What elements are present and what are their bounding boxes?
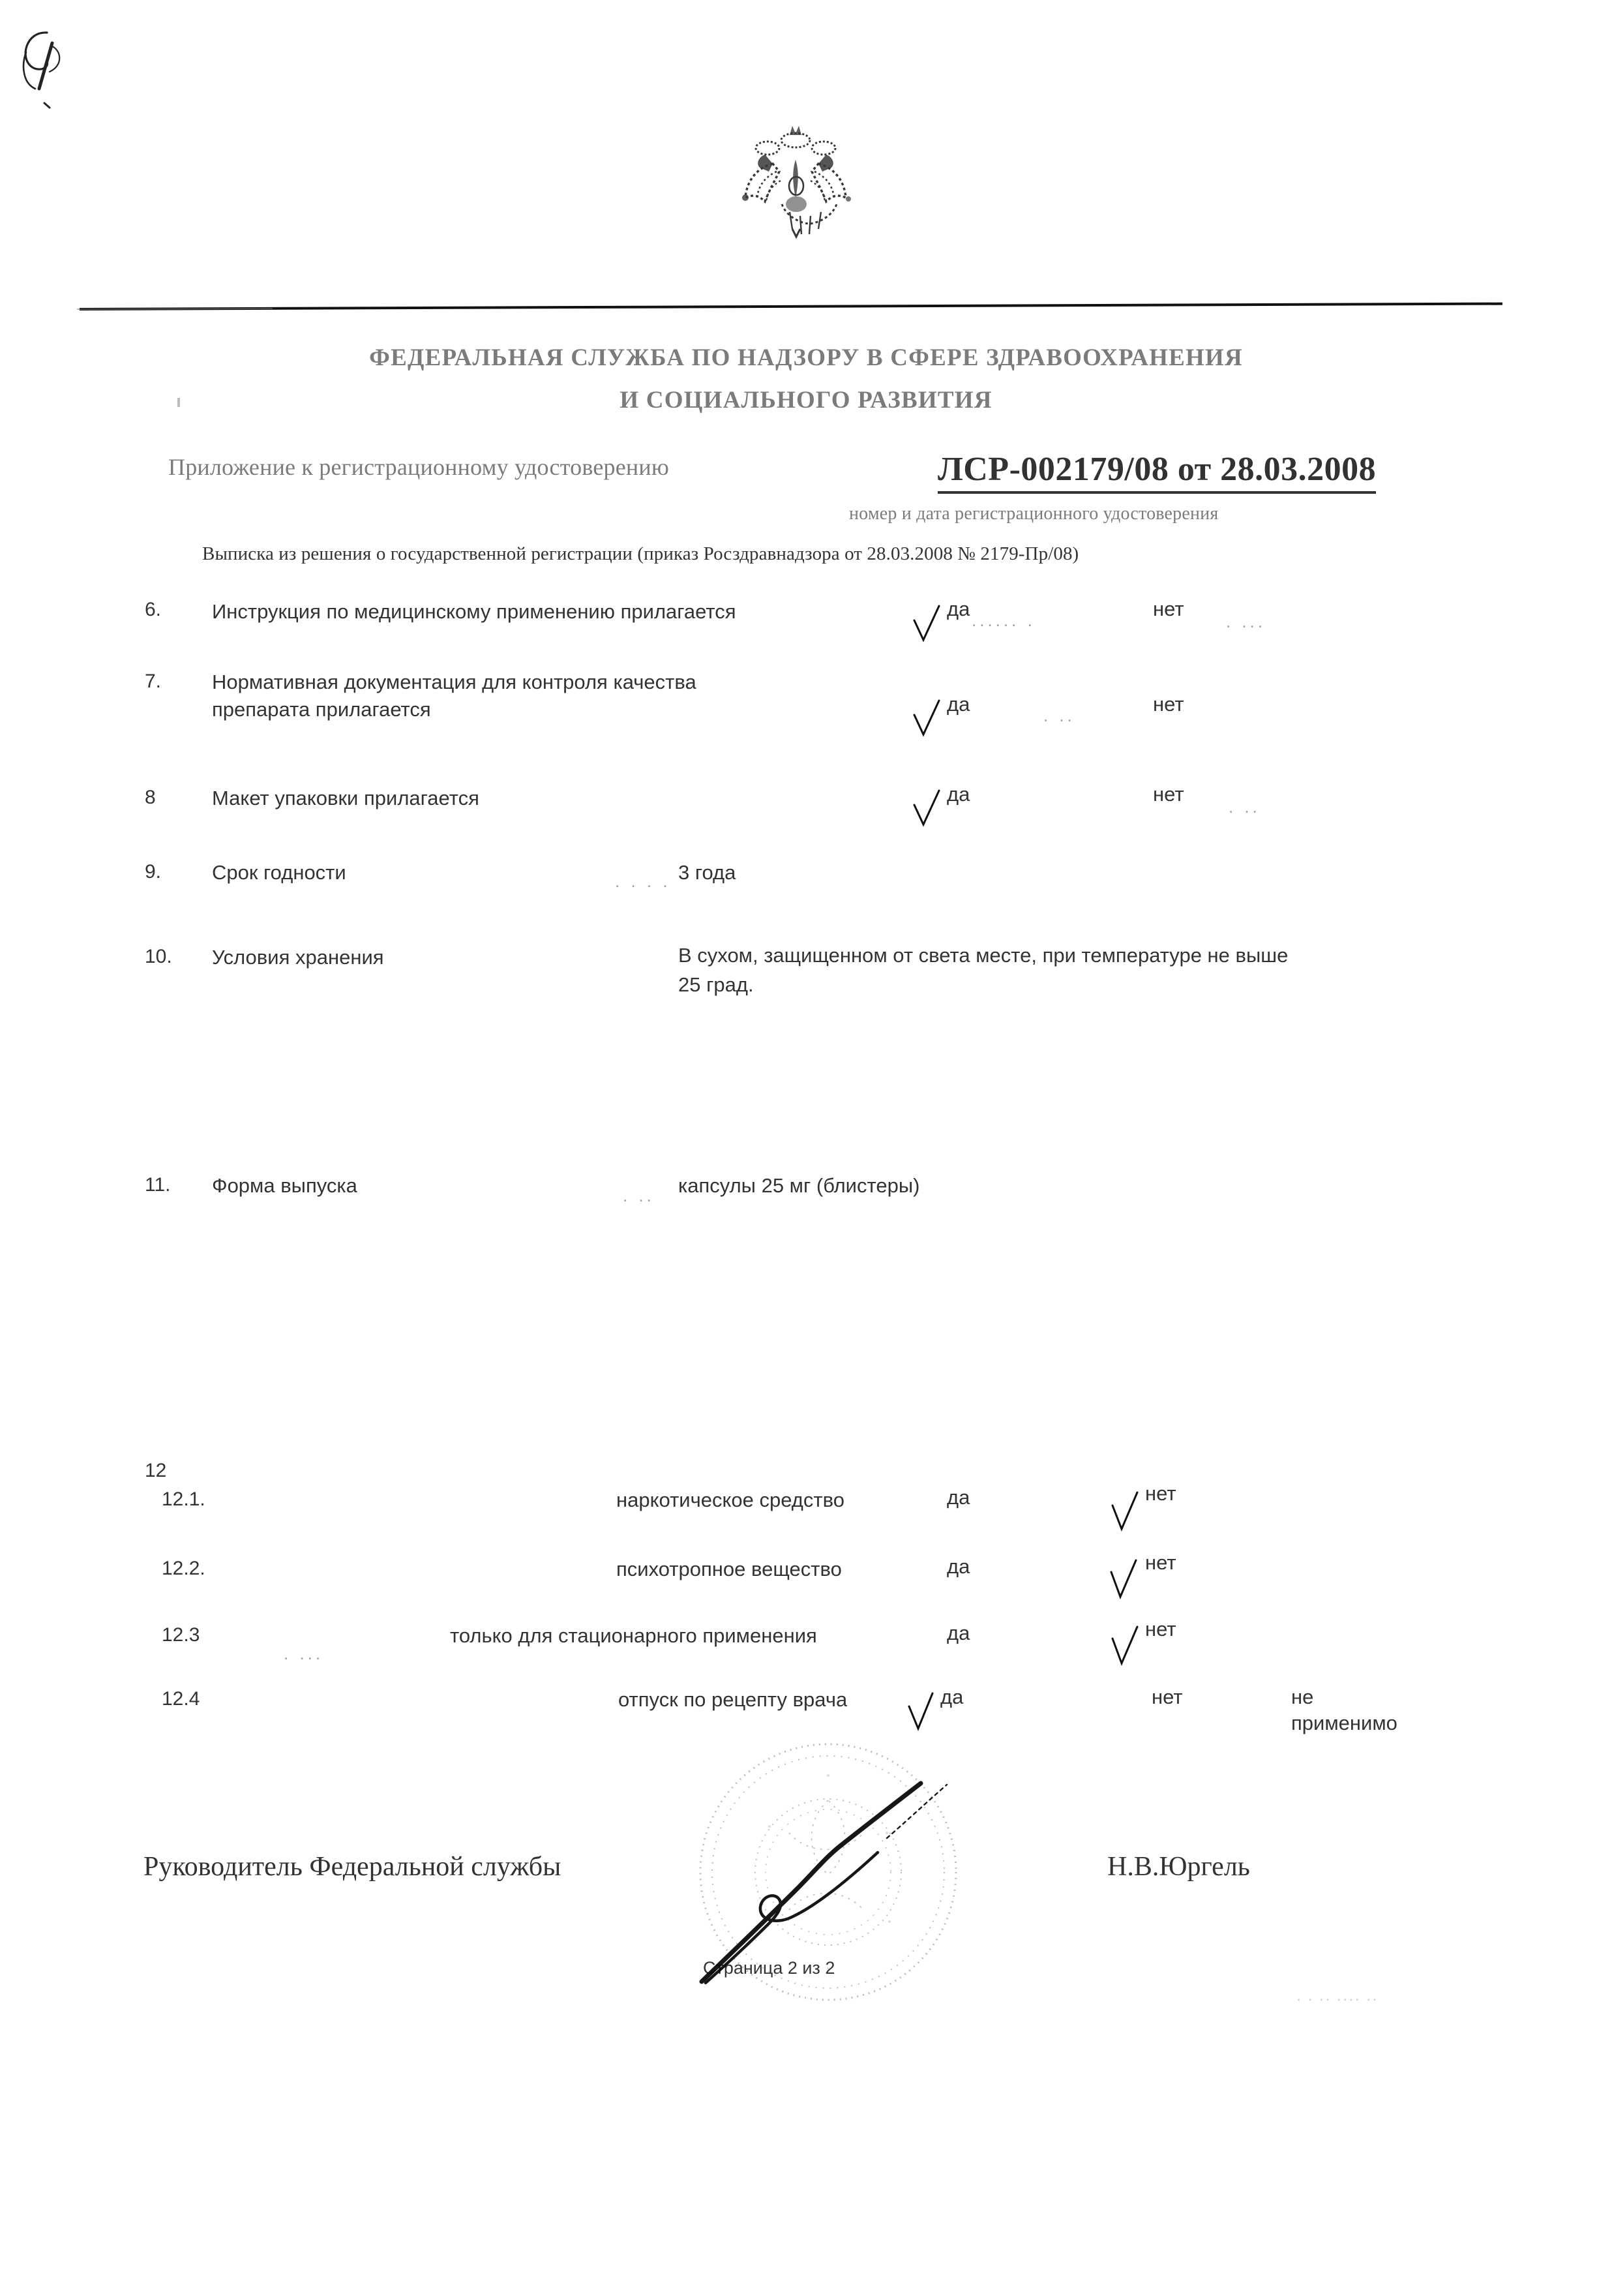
item-12-2-option-yes[interactable]: да xyxy=(947,1555,970,1578)
item-12-3-label: только для стационарного применения xyxy=(450,1624,817,1647)
item-6-option-no[interactable]: нет xyxy=(1153,597,1184,620)
item-9-leader-dots: . . . . xyxy=(615,871,671,891)
header-divider-rule xyxy=(80,303,1502,310)
item-12-1-no-checkmark[interactable] xyxy=(1110,1491,1140,1532)
item-12-4-yes-checkmark[interactable] xyxy=(905,1691,935,1731)
section-12-number: 12 xyxy=(145,1460,167,1481)
item-12-3-option-no[interactable]: нет xyxy=(1145,1618,1176,1640)
item-12-4-option-na-line-1[interactable]: не xyxy=(1291,1685,1314,1708)
item-12-1-number: 12.1. xyxy=(162,1488,205,1510)
item-6-leader-dots: ...... . xyxy=(972,611,1036,630)
bottom-right-smudge: · · ·· ···· ·· xyxy=(1296,1991,1379,2007)
item-12-4-option-yes[interactable]: да xyxy=(940,1685,964,1708)
item-12-2-no-checkmark[interactable] xyxy=(1109,1559,1139,1599)
item-12-3-number: 12.3 xyxy=(162,1624,200,1646)
item-6-option-yes[interactable]: да xyxy=(947,597,970,620)
extract-decision-line: Выписка из решения о государственной регистрации (приказ Росздравнадзора от 28.03.2008 № 2179-Пр/08) xyxy=(202,543,1079,564)
registration-number-caption: номер и дата регистрационного удостоверения xyxy=(849,504,1219,524)
item-12-4-option-na-line-2[interactable]: применимо xyxy=(1291,1712,1397,1734)
margin-fleck xyxy=(177,398,180,407)
item-7-option-yes[interactable]: да xyxy=(947,693,970,716)
item-6-label: Инструкция по медицинскому применению прилагается xyxy=(212,600,736,623)
page-footer: Страница 2 из 2 xyxy=(703,1958,835,1978)
item-7-yes-checkmark[interactable] xyxy=(912,698,942,738)
signature-title: Руководитель Федеральной службы xyxy=(143,1852,561,1882)
registration-number: ЛСР-002179/08 от 28.03.2008 xyxy=(938,450,1376,494)
item-12-1-label: наркотическое средство xyxy=(616,1488,844,1511)
item-12-4-option-no[interactable]: нет xyxy=(1152,1685,1183,1708)
annex-label: Приложение к регистрационному удостоверению xyxy=(168,454,669,480)
item-7-number: 7. xyxy=(145,671,162,692)
item-8-leader-dots: . .. xyxy=(1229,797,1261,817)
item-8-yes-checkmark[interactable] xyxy=(912,788,942,828)
item-12-1-option-yes[interactable]: да xyxy=(947,1486,970,1509)
item-10-value-line-2: 25 град. xyxy=(678,973,754,996)
item-12-4-label: отпуск по рецепту врача xyxy=(618,1688,848,1711)
handwritten-corner-mark xyxy=(7,7,117,130)
item-8-option-no[interactable]: нет xyxy=(1153,783,1184,806)
item-12-1-option-no[interactable]: нет xyxy=(1145,1482,1176,1505)
item-11-leader-dots: . .. xyxy=(623,1186,655,1205)
organization-title-line-2: И СОЦИАЛЬНОГО РАЗВИТИЯ xyxy=(619,387,993,414)
item-7-label-line-1: Нормативная документация для контроля качества xyxy=(212,671,696,693)
item-7-leader-dots: . .. xyxy=(1043,706,1075,725)
item-11-label: Форма выпуска xyxy=(212,1174,357,1197)
russian-coat-of-arms-emblem xyxy=(694,121,897,245)
item-9-number: 9. xyxy=(145,861,162,883)
item-12-3-leader-dots: . ... xyxy=(284,1644,324,1663)
item-7-option-no[interactable]: нет xyxy=(1153,693,1184,716)
item-11-value: капсулы 25 мг (блистеры) xyxy=(678,1174,920,1197)
item-10-label: Условия хранения xyxy=(212,946,384,969)
item-12-3-option-yes[interactable]: да xyxy=(947,1622,970,1644)
item-6-yes-checkmark[interactable] xyxy=(912,603,942,644)
item-12-4-number: 12.4 xyxy=(162,1688,200,1710)
item-8-label: Макет упаковки прилагается xyxy=(212,787,479,809)
item-12-3-no-checkmark[interactable] xyxy=(1110,1625,1140,1666)
item-6-number: 6. xyxy=(145,599,162,620)
item-12-2-label: психотропное вещество xyxy=(616,1558,842,1580)
signatory-name: Н.В.Юргель xyxy=(1107,1852,1250,1882)
organization-title-line-1: ФЕДЕРАЛЬНАЯ СЛУЖБА ПО НАДЗОРУ В СФЕРЕ ЗДРАВООХРАНЕНИЯ xyxy=(369,344,1243,371)
item-12-2-option-no[interactable]: нет xyxy=(1145,1551,1176,1574)
item-11-number: 11. xyxy=(145,1174,171,1196)
item-10-number: 10. xyxy=(145,946,172,967)
item-9-label: Срок годности xyxy=(212,861,346,884)
item-10-value-line-1: В сухом, защищенном от света месте, при температуре не выше xyxy=(678,944,1289,967)
item-6-leader-dots-2: . ... xyxy=(1226,612,1266,631)
item-8-option-yes[interactable]: да xyxy=(947,783,970,806)
item-9-value: 3 года xyxy=(678,861,736,884)
item-12-2-number: 12.2. xyxy=(162,1558,205,1579)
item-7-label-line-2: препарата прилагается xyxy=(212,698,431,721)
item-8-number: 8 xyxy=(145,787,156,808)
